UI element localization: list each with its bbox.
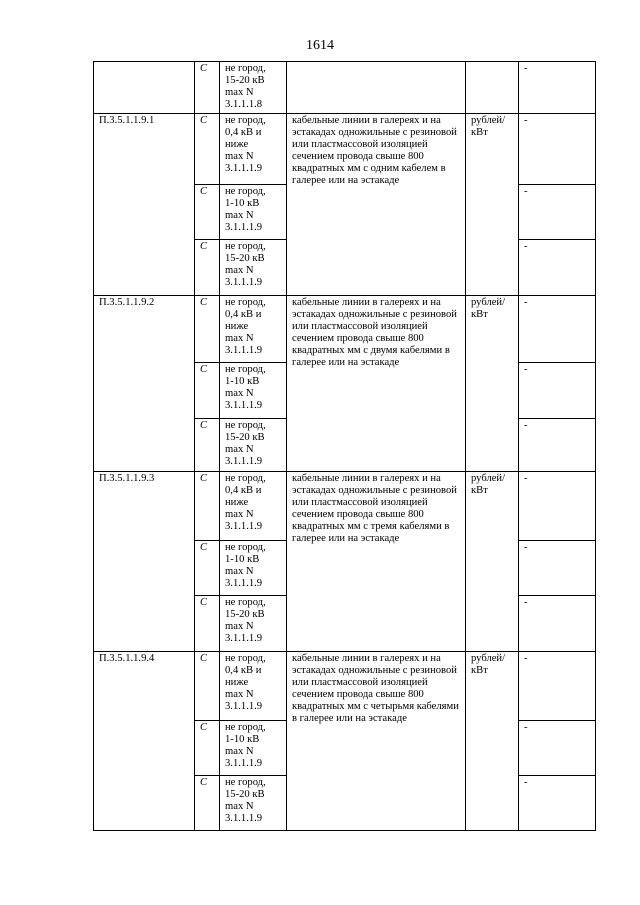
value-cell: - — [519, 185, 596, 240]
condition-cell: не город, 15-20 кВ max N 3.1.1.1.8 — [220, 62, 287, 114]
unit-cell: рублей/ кВт — [466, 114, 519, 296]
condition-cell: не город, 1-10 кВ max N 3.1.1.1.9 — [220, 721, 287, 776]
category-cell: С — [195, 114, 220, 185]
category-cell: С — [195, 721, 220, 776]
condition-cell: не город, 1-10 кВ max N 3.1.1.1.9 — [220, 363, 287, 419]
table-row — [94, 114, 596, 185]
item-code-cell: П.3.5.1.1.9.2 — [94, 296, 195, 472]
item-code-cell: П.3.5.1.1.9.1 — [94, 114, 195, 296]
value-cell: - — [519, 114, 596, 185]
value-cell: - — [519, 62, 596, 114]
condition-cell: не город, 15-20 кВ max N 3.1.1.1.9 — [220, 596, 287, 652]
value-cell: - — [519, 240, 596, 296]
tariff-table — [93, 61, 596, 831]
item-code-cell: П.3.5.1.1.9.3 — [94, 472, 195, 652]
value-cell: - — [519, 652, 596, 721]
item-code-cell — [94, 62, 195, 114]
category-cell: С — [195, 296, 220, 363]
value-cell: - — [519, 721, 596, 776]
value-cell: - — [519, 596, 596, 652]
category-cell: С — [195, 776, 220, 831]
condition-cell: не город, 15-20 кВ max N 3.1.1.1.9 — [220, 419, 287, 472]
value-cell: - — [519, 363, 596, 419]
condition-cell: не город, 1-10 кВ max N 3.1.1.1.9 — [220, 541, 287, 596]
condition-cell: не город, 15-20 кВ max N 3.1.1.1.9 — [220, 240, 287, 296]
table-row — [94, 652, 596, 721]
category-cell: С — [195, 541, 220, 596]
condition-cell: не город, 0,4 кВ и ниже max N 3.1.1.1.9 — [220, 652, 287, 721]
category-cell: С — [195, 472, 220, 541]
category-cell: С — [195, 185, 220, 240]
table-row — [94, 62, 596, 114]
category-cell: С — [195, 240, 220, 296]
table-row — [94, 296, 596, 363]
item-code-cell: П.3.5.1.1.9.4 — [94, 652, 195, 831]
description-cell: кабельные линии в галереях и на эстакадах одножильные с резиновой или пластмассовой изоляцией сечением провода свыше 800 квадратных мм с тремя кабелями в галерее или на эстакаде — [287, 472, 466, 652]
category-cell: С — [195, 596, 220, 652]
value-cell: - — [519, 541, 596, 596]
condition-cell: не город, 15-20 кВ max N 3.1.1.1.9 — [220, 776, 287, 831]
table-row — [94, 472, 596, 541]
unit-cell — [466, 62, 519, 114]
description-cell: кабельные линии в галереях и на эстакадах одножильные с резиновой или пластмассовой изоляцией сечением провода свыше 800 квадратных мм с одним кабелем в галерее или на эстакаде — [287, 114, 466, 296]
category-cell: С — [195, 363, 220, 419]
description-cell — [287, 62, 466, 114]
category-cell: С — [195, 652, 220, 721]
value-cell: - — [519, 472, 596, 541]
unit-cell: рублей/ кВт — [466, 652, 519, 831]
value-cell: - — [519, 296, 596, 363]
value-cell: - — [519, 419, 596, 472]
category-cell: С — [195, 419, 220, 472]
description-cell: кабельные линии в галереях и на эстакадах одножильные с резиновой или пластмассовой изоляцией сечением провода свыше 800 квадратных мм с четырьмя кабелями в галерее или на эстакаде — [287, 652, 466, 831]
unit-cell: рублей/ кВт — [466, 296, 519, 472]
unit-cell: рублей/ кВт — [466, 472, 519, 652]
condition-cell: не город, 0,4 кВ и ниже max N 3.1.1.1.9 — [220, 296, 287, 363]
category-cell: С — [195, 62, 220, 114]
value-cell: - — [519, 776, 596, 831]
condition-cell: не город, 0,4 кВ и ниже max N 3.1.1.1.9 — [220, 114, 287, 185]
page-number: 1614 — [306, 38, 334, 53]
condition-cell: не город, 1-10 кВ max N 3.1.1.1.9 — [220, 185, 287, 240]
description-cell: кабельные линии в галереях и на эстакадах одножильные с резиновой или пластмассовой изоляцией сечением провода свыше 800 квадратных мм с двумя кабелями в галерее или на эстакаде — [287, 296, 466, 472]
condition-cell: не город, 0,4 кВ и ниже max N 3.1.1.1.9 — [220, 472, 287, 541]
